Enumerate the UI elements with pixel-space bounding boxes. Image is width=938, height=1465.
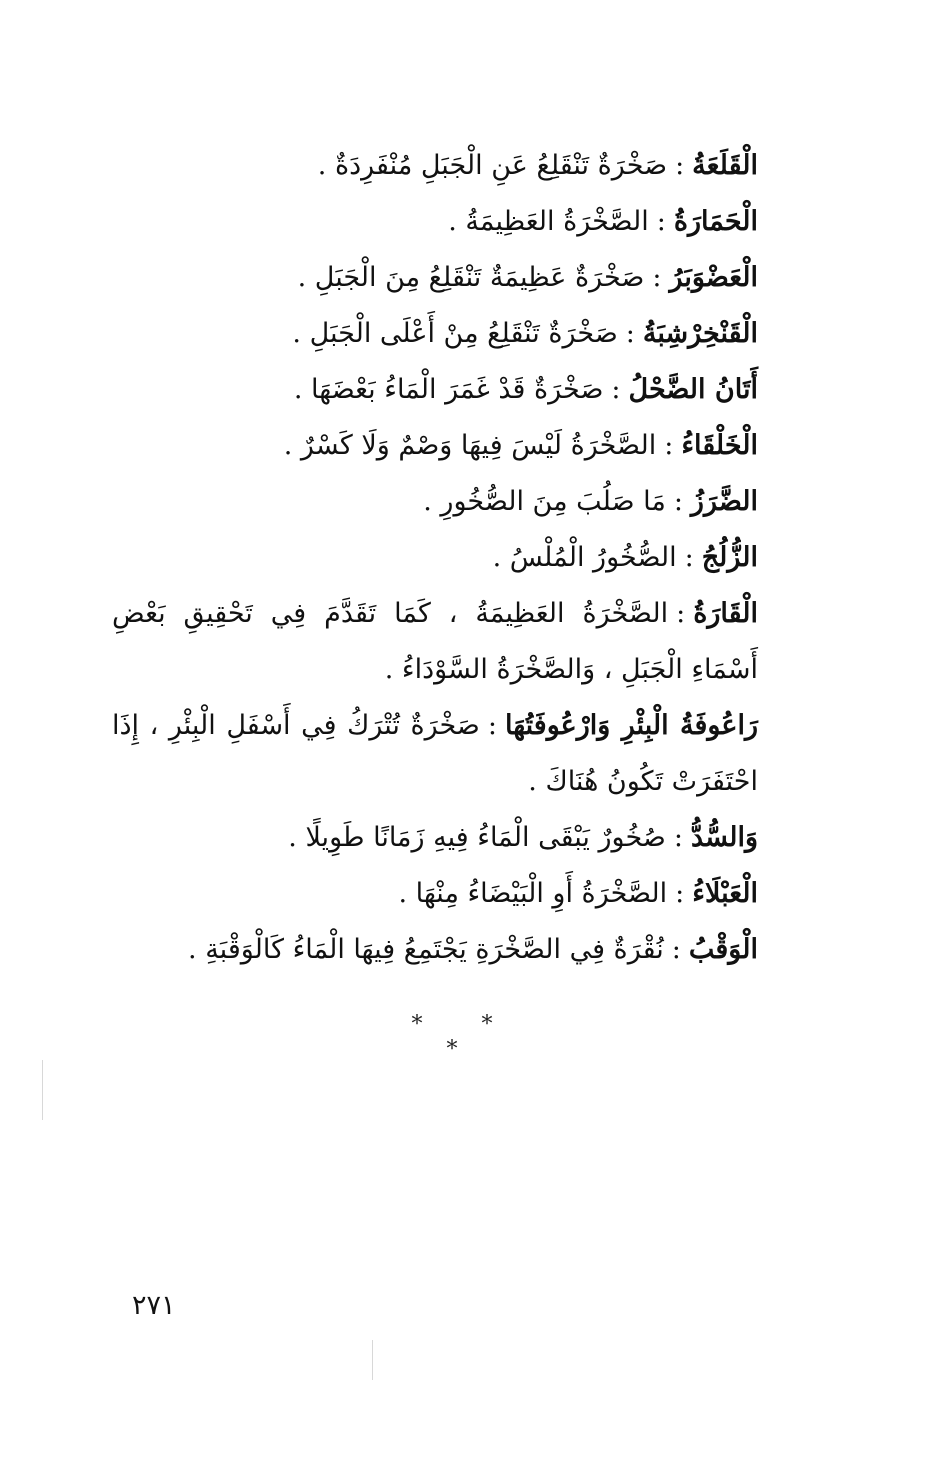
entry-separator: : [664,430,674,461]
entry-definition: صَخْرَةٌ تَنْقَلِعُ مِنْ أَعْلَى الْجَبَلِ . [292,318,618,349]
entry-definition: الصَّخْرَةُ العَظِيمَةُ ، كَمَا تَقَدَّمَ فِي تَحْقِيقِ بَعْضِ أَسْمَاءِ الْجَبَلِ ، وَالصَّخْرَةُ السَّوْدَاءُ . [112,598,758,685]
entry-term: الْعَضْوَبَرُ [669,262,758,293]
glossary-entry [118,306,758,362]
glossary-entry [118,250,758,306]
entry-definition: صَخْرَةٌ تَنْقَلِعُ عَنِ الْجَبَلِ مُنْفَرِدَةٌ . [317,150,668,181]
glossary-entry [118,474,758,530]
glossary-entry [118,530,758,586]
glossary-entry [118,362,758,418]
entry-separator: : [675,150,685,181]
entry-definition: الصَّخْرَةُ العَظِيمَةُ . [448,206,649,237]
entry-separator: : [675,878,685,909]
left-margin-line [42,1060,43,1120]
glossary-entry [118,138,758,194]
glossary-entry [112,586,758,698]
entry-term: رَاعُوفَةُ الْبِئْرِ وَارْعُوفَتُهَا [504,710,758,741]
entry-definition: مَا صَلُبَ مِنَ الصُّخُورِ . [423,486,666,517]
entry-separator: : [676,598,686,629]
glossary-entry [112,698,758,810]
entry-separator: : [487,710,497,741]
entry-definition: نُقْرَةٌ فِي الصَّخْرَةِ يَجْتَمِعُ فِيهَا الْمَاءُ كَالْوَقْبَةِ . [188,934,664,965]
entry-definition: صَخْرَةٌ قَدْ غَمَرَ الْمَاءُ بَعْضَهَا . [293,374,604,405]
entry-term: الْوَقْبُ [688,934,758,965]
glossary-entry [118,866,758,922]
glossary-entry [118,194,758,250]
entry-definition: الصَّخْرَةُ لَيْسَ فِيهَا وَصْمٌ وَلَا كَسْرٌ . [283,430,657,461]
entry-term: الضَّرَزُ [690,486,758,517]
entry-separator: : [671,934,681,965]
entry-definition: صَخْرَةٌ تُتْرَكُ فِي أَسْفَلِ الْبِئْرِ ، إِذَا احْتَفَرَتْ تَكُونُ هُنَاكَ . [112,710,758,797]
entry-definition: صَخْرَةٌ عَظِيمَةٌ تَنْقَلِعُ مِنَ الْجَبَلِ . [297,262,645,293]
entry-separator: : [652,262,662,293]
entry-separator: : [673,822,683,853]
entry-separator: : [673,486,683,517]
section-ornament: * * * [411,1012,519,1062]
entry-definition: الصُّخُورُ الْمُلْسُ . [492,542,677,573]
glossary-entry [118,810,758,866]
entry-term: وَالسُّدُّ [690,822,758,853]
glossary-entry [118,922,758,978]
entry-term: الْعَبْلَاءُ [692,878,758,909]
entry-term: الْحَمَارَةُ [673,206,758,237]
entry-definition: الصَّخْرَةُ أَوِ الْبَيْضَاءُ مِنْهَا . [398,878,668,909]
entry-term: الْقَلَعَةُ [692,150,758,181]
entry-term: الْخَلْقَاءُ [681,430,758,461]
entry-separator: : [684,542,694,573]
page-number: ٢٧١ [132,1290,176,1321]
entry-term: الزُّلُجُ [701,542,758,573]
entry-separator: : [625,318,635,349]
entry-separator: : [656,206,666,237]
glossary-entry [118,418,758,474]
entry-term: الْقَارَةُ [693,598,758,629]
entry-definition: صُخُورٌ يَبْقَى الْمَاءُ فِيهِ زَمَانًا طَوِيلًا . [288,822,666,853]
glossary-entries [112,138,758,978]
entry-separator: : [611,374,621,405]
entry-term: أَتَانُ الضَّحْلُ [628,374,758,405]
bottom-center-mark [372,1340,373,1380]
entry-term: الْقَنْخِرْشِبَةُ [642,318,758,349]
